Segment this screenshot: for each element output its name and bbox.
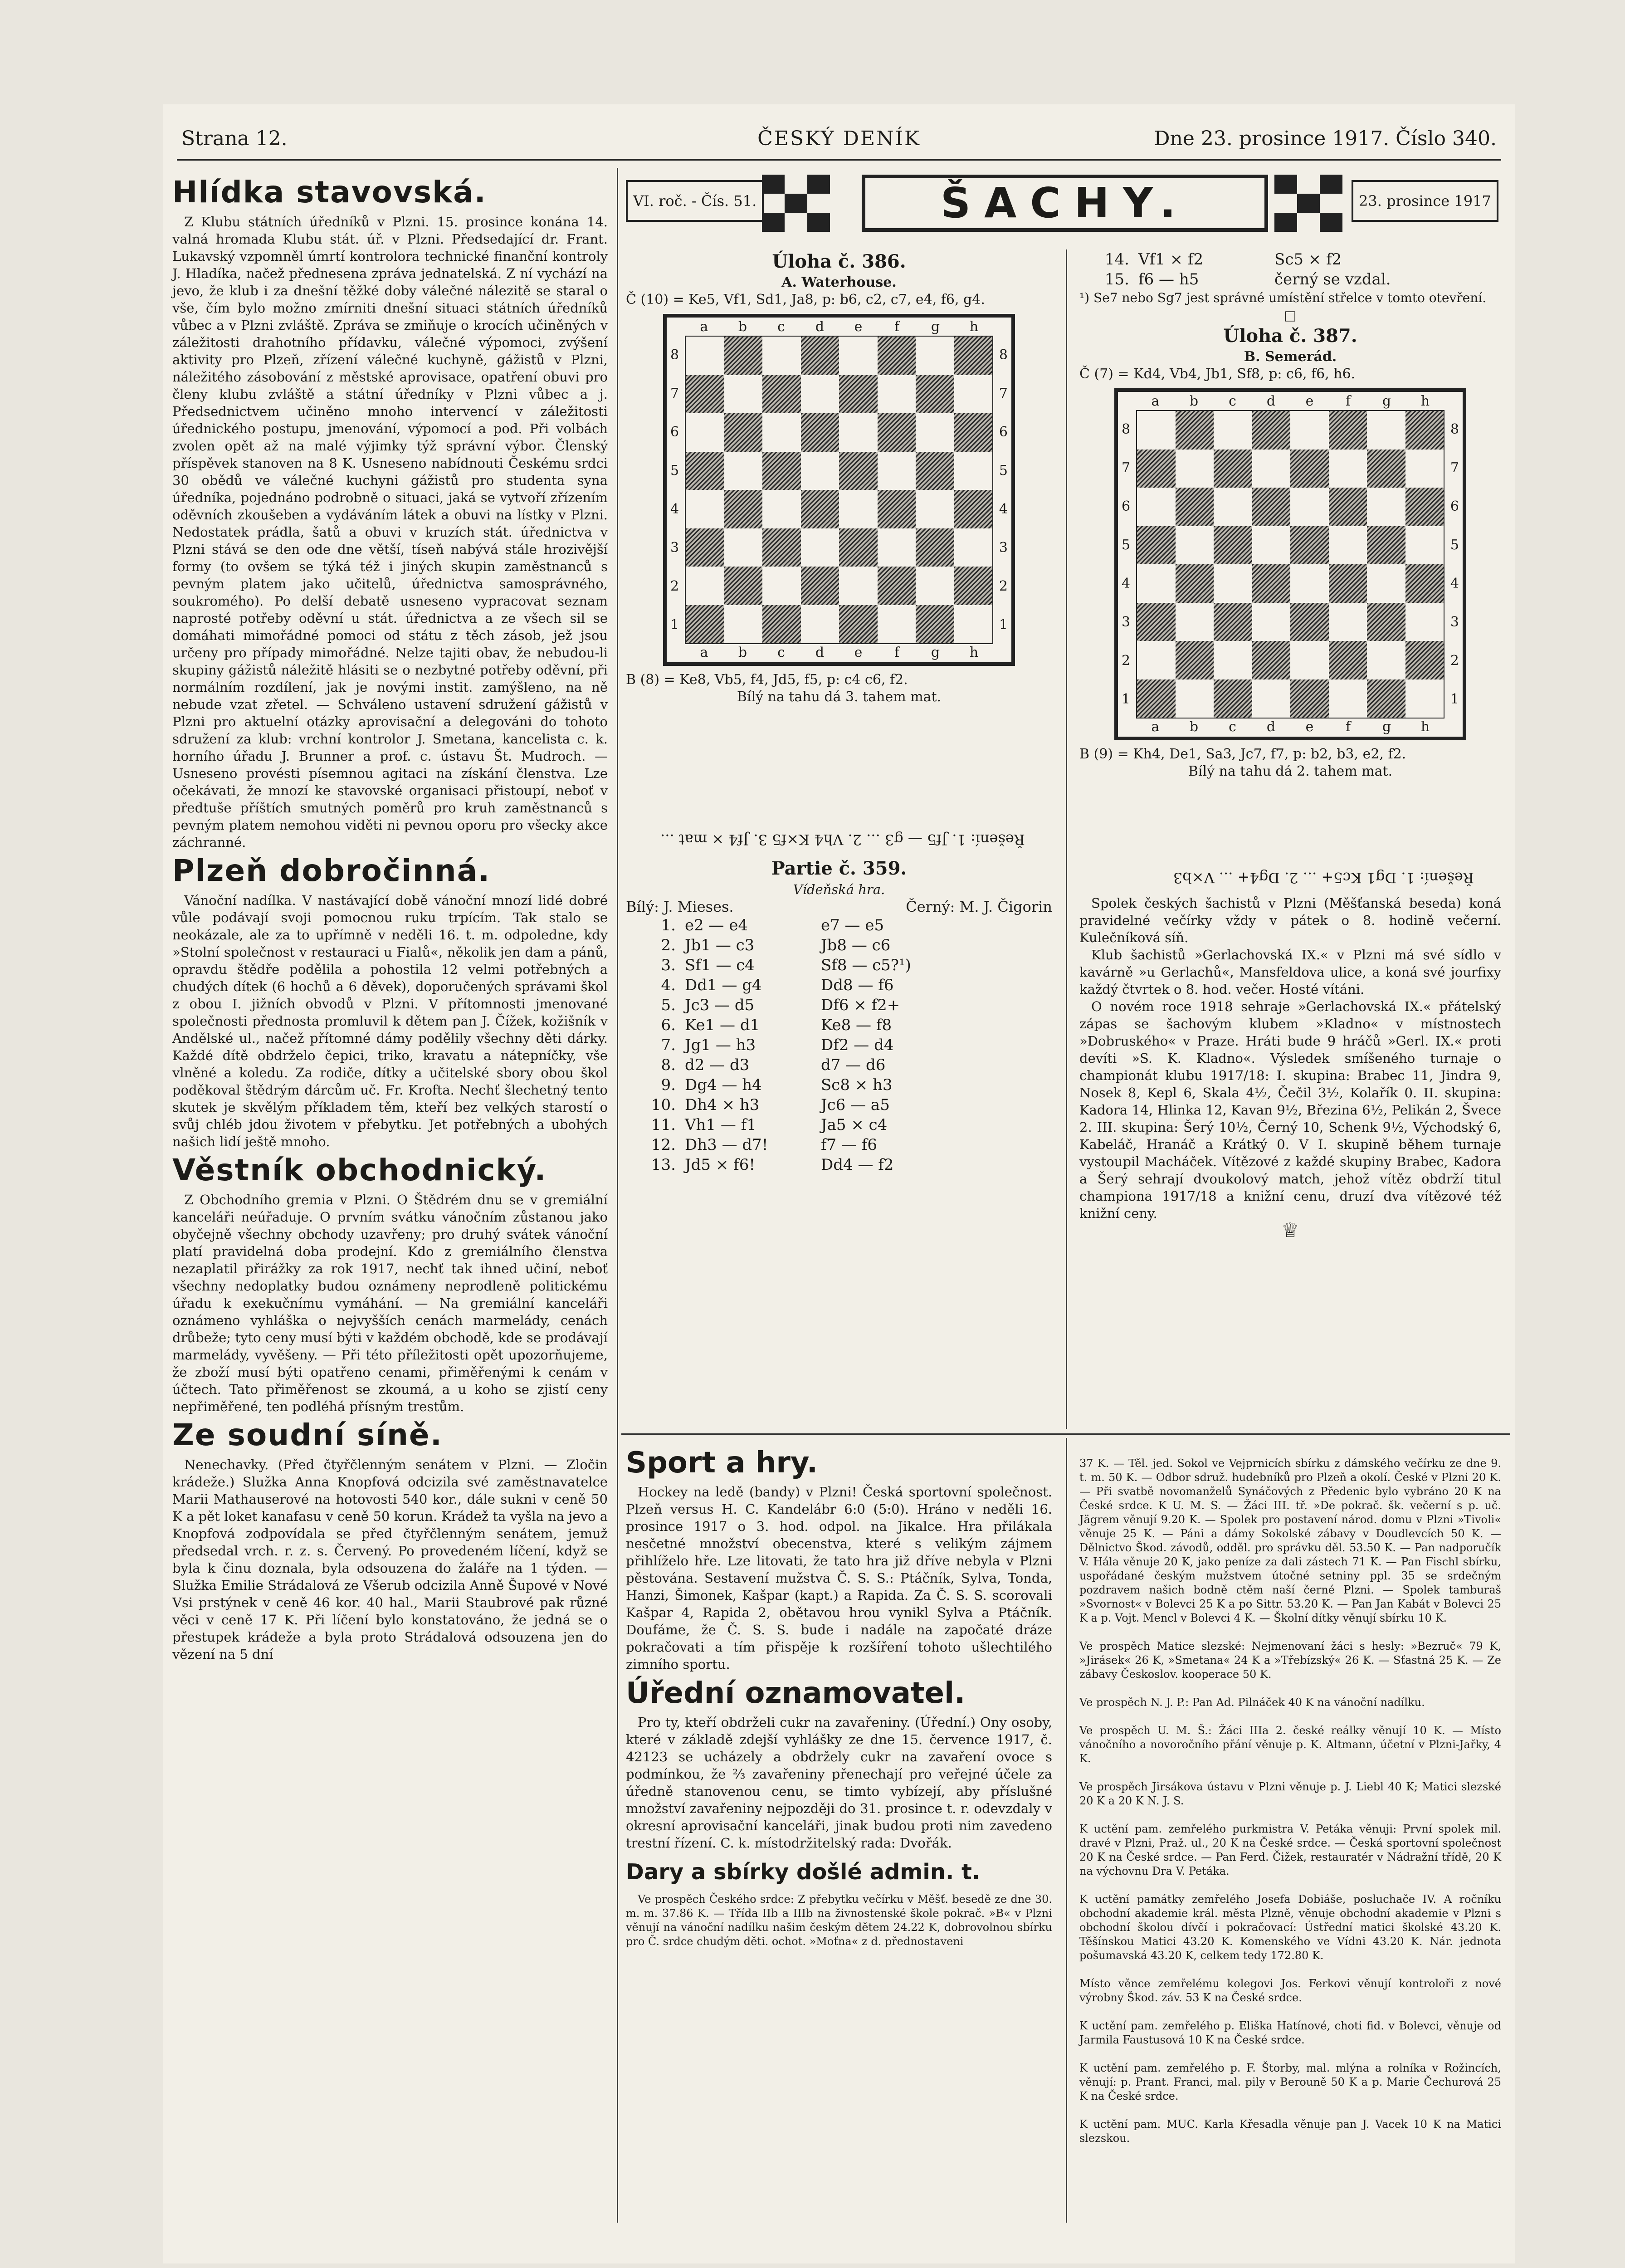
board-square — [1367, 450, 1405, 488]
board-square — [724, 567, 763, 605]
move-row — [1079, 249, 1501, 269]
move-w: Dd1 — g4 — [685, 976, 762, 994]
bottom-right-column — [1079, 1442, 1501, 2223]
section-heading-soud: Ze soudní síně. — [172, 1418, 443, 1452]
board-square — [1252, 564, 1291, 603]
move-n: 13. — [651, 1156, 676, 1174]
move-b: Ke8 — f8 — [821, 1016, 892, 1034]
problem-386-white-pieces: B (8) = Ke8, Vb5, f4, Jd5, f5, p: c4 c6, f2. — [626, 672, 908, 688]
board-rank-labels: 8 7 6 5 4 3 2 1 — [1450, 421, 1459, 707]
move-w: Sf1 — c4 — [685, 956, 755, 974]
board-square — [954, 375, 993, 414]
move-w: Jg1 — h3 — [685, 1036, 756, 1054]
board-square — [686, 452, 724, 490]
board-square — [762, 528, 801, 567]
board-square — [1176, 641, 1214, 679]
move-row — [626, 1035, 1052, 1055]
move-b: Jc6 — a5 — [821, 1096, 890, 1114]
move-n: 5. — [661, 996, 676, 1014]
board-square — [1367, 603, 1405, 641]
board-square — [839, 337, 878, 375]
article-cukr: Pro ty, kteří obdrželi cukr na zavařeniny. (Úřední.) Ony osoby, které v základě zdejší vyhlášky ze dne 15. července 1917, č. 42123 se ucházely a obdržely cukr na zavaření ovoce s podmínkou, že ⅔ zavařeniny přenechají pro veřejné účele za úředně stanovenou cenu, se timto vybízejí, aby příslušné množství zavařeniny nejpozději do 31. prosince t. r. odevzdaly v okresní aprovisační kanceláři, jinak budou proti nim zavedeno trestní řízení. C. k. místodržitelský rada: Dvořák. — [626, 1715, 1052, 1851]
board-square — [686, 337, 724, 375]
board-square — [1137, 641, 1176, 679]
game-359-moves — [626, 915, 1052, 1175]
board-square — [801, 375, 839, 414]
move-w: d2 — d3 — [685, 1056, 750, 1074]
board-square — [801, 413, 839, 452]
game-359-title: Partie č. 359. — [771, 858, 907, 879]
board-square — [1405, 564, 1444, 603]
board-square — [1176, 450, 1214, 488]
board-square — [1405, 603, 1444, 641]
board-square — [916, 567, 954, 605]
board-square — [916, 490, 954, 528]
move-n: 9. — [661, 1076, 676, 1094]
problem-387-author: B. Semerád. — [1244, 349, 1337, 365]
move-row — [626, 1095, 1052, 1115]
board-square — [839, 413, 878, 452]
section-heading-dary: Dary a sbírky došlé admin. t. — [626, 1859, 981, 1885]
issue-date: Dne 23. prosince 1917. Číslo 340. — [1154, 127, 1497, 150]
chess-column-a — [626, 249, 1052, 1429]
board-square — [762, 413, 801, 452]
board-square — [1329, 488, 1367, 526]
move-w: Vh1 — f1 — [685, 1116, 756, 1134]
board-square — [1290, 603, 1329, 641]
move-n: 12. — [651, 1136, 676, 1154]
section-heading-plzen: Plzeň dobročinná. — [172, 853, 491, 888]
board-square — [1329, 641, 1367, 679]
move-n: 8. — [661, 1056, 676, 1074]
board-square — [801, 490, 839, 528]
article-dary-list: 37 K. — Těl. jed. Sokol ve Vejprnicích sbírku z dámského večírku ze dne 9. t. m. 50 K. — Odbor sdruž. hudebníků pro Plzeň a okolí. České v Plzni 20 K. — Při svatbě novomanželů Synáčových z Předenic bylo vybráno 20 K na České srdce. K U. M. S. — Žáci III. tř. »De pokrač. šk. večerní s p. uč. Jägrem věnují 9.20 K. — Spolek pro postavení národ. domu v Plzni »Tivoli« věnuje 25 K. — Páni a dámy Sokolské zábavy v Doudlevcích 50 K. — Dělnictvo Škod. závodů, odděl. pro správku děl. 53.50 K. — Pan nadporučík V. Hála věnuje 20 K, jako peníze za dali zástech 71 K. — Pan Fischl sbírku, uspořádané českým mužstvem útočné setniny ppl. 35 se srdečným pozdravem našich bodně ctěm naší černé Plzni. — Spolek tamburaš »Svornost« v Bolevci 25 K a po Sittr. 53.20 K. — Pan Jan Kabát v Bolevci 25 K a p. Vojt. Mencl v Bolevci 4 K. — Školní dítky věnují sbírku 10 K. Ve prospěch Matice slezské: Nejmenovaní žáci s hesly: »Bezruč« 79 K, »Jirásek« 26 K, »Smetana« 24 K a »Třebízský« 26 K. — Sťastná 25 K. — Ze zábavy Českoslov. kooperace 50 K. Ve prospěch N. J. P.: Pan Ad. Pilnáček 40 K na vánoční nadílku. Ve prospěch U. M. Š.: Žáci IIIa 2. české reálky věnují 10 K. — Místo vánočního a novoročního přání věnuje p. K. Altmann, účetní v Plzni-Jařky, 4 K. Ve prospěch Jirsákova ústavu v Plzni věnuje p. J. Liebl 40 K; Matici slezské 20 K a 20 K N. J. S. K uctění pam. zemřelého purkmistra V. Petáka věnuji: První spolek mil. dravé v Plzni, Praž. ul., 20 K na České srdce. — Česká sportovní společnost 20 K na České srdce. — Pan Ferd. Čižek, restauratér v Nádražní třídě, 20 K na výchovnu Dra V. Petáka. K uctění památky zemřelého Josefa Dobiáše, posluchače IV. A ročníku obchodní akademie král. města Plzně, věnuje obchodní akademie v Plzni s obchodní školou dívčí i pokračovací: Ústřední matici školské 43.20 K. Těšínskou Matici 43.20 K. Komenského ve Vídni 43.20 K. Nár. jednota pošumavská 43.20 K, celkem tedy 172.80 K. Místo věnce zemřelému kolegovi Jos. Ferkovi věnují kontroloři z nové výrobny Škod. záv. 53 K na České srdce. K uctění pam. zemřelého p. Eliška Hatínové, choti fid. v Bolevci, věnuje od Jarmila Faustusová 10 K na České srdce. K uctění pam. zemřelého p. F. Štorby, mal. mlýna a rolníka v Rožincích, věnují: p. Prant. Franci, mal. pily v Berouně 50 K a p. Marie Čechurová 25 K na České srdce. K uctění pam. MUC. Karla Křesadla věnuje pan J. Vacek 10 K na Matici slezskou. — [1079, 1457, 1501, 2145]
chessboard-387 — [1114, 388, 1466, 740]
move-n: 1. — [661, 916, 676, 934]
chess-club-tournament: O novém roce 1918 sehraje »Gerlachovská IX.« přátelský zápas se šachovým klubem »Kladno« v místnostech »Dobruského« v Praze. Hráti bude 9 hráčů »Gerl. IX.« proti devíti »S. K. Kladno«. Výsledek smíšeného turnaje o championát klubu 1917/18: I. skupina: Brabec 11, Jindra 9, Nosek 8, Kepl 6, Skala 4½, Čečil 3½, Kolařík 0. II. skupina: Kadora 14, Hlinka 12, Kavan 9½, Březina 6½, Pelikán 2, Švece 2. III. skupina: Šerý 10½, Černý 10, Schenk 9½, Východský 6, Kabeláč, Hranáč a Krátký 0. V I. skupině během turnaje vystoupil Macháček. Vítězové z každé skupiny Brabec, Kadora a Šerý sehrají dvoukolový match, jehož vítěz obdrží titul championa 1917/18 a knižní cenu, druzí dva vítězové též knižní ceny. — [1079, 999, 1501, 1221]
board-square — [762, 337, 801, 375]
board-square — [954, 413, 993, 452]
bottom-divider — [1066, 1438, 1067, 2223]
board-square — [1405, 641, 1444, 679]
move-n: 4. — [661, 976, 676, 994]
board-square — [1252, 679, 1291, 718]
board-square — [1176, 411, 1214, 450]
board-square — [878, 337, 916, 375]
board-square — [1176, 564, 1214, 603]
checker-decoration-right — [1274, 175, 1342, 232]
move-b: Ja5 × c4 — [821, 1116, 888, 1134]
board-grid — [685, 336, 993, 644]
move-w: Dh3 — d7! — [685, 1136, 768, 1154]
move-w: Jd5 × f6! — [685, 1156, 756, 1174]
problem-386-black-pieces: Č (10) = Ke5, Vf1, Sd1, Ja8, p: b6, c2, c7, e4, f6, g4. — [626, 292, 985, 308]
board-square — [1252, 488, 1291, 526]
board-square — [916, 605, 954, 644]
board-square — [1176, 603, 1214, 641]
board-square — [1290, 488, 1329, 526]
board-square — [724, 337, 763, 375]
chess-banner: ŠACHY. — [862, 175, 1268, 232]
section-heading-sport: Sport a hry. — [626, 1446, 818, 1480]
problem-387-solution: Řešení: 1. Dg1 Kc5+ ... 2. Dg4+ ... V×b3 — [1173, 869, 1474, 886]
problem-386-solution: Řešení: 1. Jf5 — g3 ... 2. Vh4 K×f5 3. Jf4 × mat ... — [660, 831, 1025, 848]
move-row — [1079, 269, 1501, 289]
board-square — [1214, 641, 1252, 679]
section-heading-vestnik: Věstník obchodnický. — [172, 1153, 547, 1188]
board-square — [1329, 411, 1367, 450]
board-square — [724, 605, 763, 644]
board-square — [1137, 564, 1176, 603]
board-square — [1367, 641, 1405, 679]
crown-icon: ♕ — [1281, 1219, 1299, 1242]
checker-decoration-left — [762, 175, 830, 232]
board-square — [686, 375, 724, 414]
board-square — [878, 490, 916, 528]
board-square — [839, 567, 878, 605]
move-n: 10. — [651, 1096, 676, 1114]
move-row — [626, 975, 1052, 995]
chessboard-386 — [663, 314, 1015, 666]
move-n: 7. — [661, 1036, 676, 1054]
board-square — [954, 490, 993, 528]
board-square — [724, 452, 763, 490]
move-row — [626, 995, 1052, 1015]
board-square — [878, 452, 916, 490]
move-w: e2 — e4 — [685, 916, 748, 934]
board-square — [1405, 679, 1444, 718]
move-row — [626, 1155, 1052, 1175]
left-column — [172, 172, 608, 2223]
board-square — [916, 375, 954, 414]
board-square — [878, 605, 916, 644]
board-square — [954, 567, 993, 605]
board-square — [1290, 411, 1329, 450]
board-square — [1290, 679, 1329, 718]
board-square — [1137, 450, 1176, 488]
board-square — [686, 605, 724, 644]
board-square — [1405, 411, 1444, 450]
bottom-middle-column — [626, 1442, 1052, 2223]
article-hockey: Hockey na ledě (bandy) v Plzni! Česká sportovní společnost. Plzeň versus H. C. Kandelábr 6:0 (5:0). Hráno v neděli 16. prosince 1917 o 3. hod. odpol. na Jikalce. Hra přilákala nesčetné množství obecenstva, které s velikým zájmem přihlíželo hře. Lze litovati, že tato hra již dříve nebyla v Plzni pěstována. Sestavení mužstva Č. S. S.: Ptáčník, Sylva, Tonda, Hanzi, Šimonek, Kašpar (kapt.) a Rapida. Za Č. S. S. scorovali Kašpar 4, Rapida 2, obětavou hrou vynikl Sylva a Ptáčník. Doufáme, že Č. S. S. bude i nadále na započaté dráze pokračovati a tím přispěje k rozšíření tohoto ušlechtilého zimního sportu. — [626, 1484, 1052, 1672]
board-square — [1214, 411, 1252, 450]
board-square — [1137, 679, 1176, 718]
board-square — [724, 490, 763, 528]
board-square — [1329, 679, 1367, 718]
board-square — [762, 490, 801, 528]
chess-divider — [1066, 249, 1067, 1429]
move-n: 3. — [661, 956, 676, 974]
section-divider — [621, 1433, 1510, 1435]
column-divider — [617, 168, 618, 2223]
problem-386-title: Úloha č. 386. — [772, 251, 906, 272]
board-square — [878, 413, 916, 452]
board-square — [1252, 526, 1291, 565]
board-square — [1252, 411, 1291, 450]
paper-title: ČESKÝ DENÍK — [757, 127, 921, 150]
board-square — [1214, 679, 1252, 718]
page-number: Strana 12. — [181, 127, 288, 150]
chess-club-spolek: Spolek českých šachistů v Plzni (Měšťanská beseda) koná pravidelné večírky vždy v pátek o 8. hodině večerní. Kulečníková síň. — [1079, 895, 1501, 945]
move-w: Jc3 — d5 — [685, 996, 755, 1014]
board-square — [1290, 450, 1329, 488]
move-b: Df2 — d4 — [821, 1036, 894, 1054]
board-square — [762, 452, 801, 490]
move-w: Ke1 — d1 — [685, 1016, 760, 1034]
game-359-moves-continued — [1079, 249, 1501, 289]
board-square — [1214, 488, 1252, 526]
board-square — [1367, 488, 1405, 526]
running-header — [181, 127, 1497, 163]
board-square — [1290, 641, 1329, 679]
game-359-opening: Vídeňská hra. — [793, 882, 885, 897]
board-square — [1405, 450, 1444, 488]
move-b: Jb8 — c6 — [821, 936, 891, 954]
move-b: Sf8 — c5?¹) — [821, 956, 911, 974]
board-square — [724, 375, 763, 414]
move-b: e7 — e5 — [821, 916, 884, 934]
board-rank-labels: 8 7 6 5 4 3 2 1 — [999, 347, 1008, 633]
board-square — [686, 413, 724, 452]
board-square — [878, 567, 916, 605]
board-square — [801, 567, 839, 605]
move-w: Vf1 × f2 — [1138, 250, 1204, 269]
board-square — [878, 528, 916, 567]
problem-387-stipulation: Bílý na tahu dá 2. tahem mat. — [1188, 763, 1393, 779]
move-w: Jb1 — c3 — [685, 936, 755, 954]
move-w: Dh4 × h3 — [685, 1096, 760, 1114]
article-vanocni-nadilka: Vánoční nadílka. V nastávající době vánoční mnozí lidé dobré vůle podávají svoji pomocnou ruku trpícím. Tak stalo se neokázale, ale za to upřímně v neděli 16. t. m. odpoledne, kdy »Stolní společnost v restauraci u Fialů«, několik jen dam a pánů, opravdu štědře podělila a pohostila 12 velmi potřebných a chudých dítek (6 hochů a 6 děvek), doporučených správami škol z obou I. jižních obvodů v Plzni. V přítomnosti jmenované společnosti přednosta promluvil k dětem pan J. Čížek, kožišník v Andělské ul., načež přítomné dámy podělily všechny děti dárky. Každé dítě obdrželo čepici, triko, kravatu a nátepníčky, vše vlněné a koledu. Za rodiče, dítky a učitelské sbory obou škol poděkoval štědrým dárcům uč. Fr. Krofta. Nechť šlechetný tento skutek je skvělým příkladem těm, kteří bez velkých starostí o svůj chléb jdou životem v přebytku. Jet potřebných a ubohých našich lidí ještě mnoho. — [172, 893, 608, 1149]
board-square — [1405, 488, 1444, 526]
move-n: 14. — [1104, 250, 1129, 269]
article-klub-statnich-uredniku: Z Klubu státních úředníků v Plzni. 15. prosince konána 14. valná hromada Klubu stát. úř. v Plzni. Předsedající dr. Frant. Lukavský vzpomněl úmrtí kontrolora technické finanční kontroly J. Hladíka, načež přednesena zpráva jednatelská. Z ní vychází na jevo, že klub i za dnešní těžké doby válečné nálezitě se staral o vše, čím bylo možno zmírniti dnešní situaci státních úředníků vůbec a v Plzni zvláště. Zpráva se zmiňuje o krocích učiněných v záležitosti drahotního přídavku, válečné výpomoci, zvýšení aktivity pro Plzeň, zřízení válečné kuchyně, gážistů v Plzni, náležitého zásobování z městské aprovisace, opatření obuvi pro členy klubu zvláště a státní úředníky v Plzni vůbec a j. Předsednictvem učiněno mnoho intervencí v záležitosti úřednického postupu, jmenování, výpomocí a pod. Při volbách zvolen opět až na malé výjimky týž správní výbor. Členský příspěvek stanoven na 8 K. Usneseno nabídnouti Českému srdci 30 obědů ve válečné kuchyni gážistů pro studenta syna úředníka, pojednáno podrobně o situaci, jaká se vytvoří zřízením oděvních zkoušeben a vydáváním látek a obuvi na lístky v Plzni. Nedostatek prádla, šatů a obuvi v kruzích stát. úřednictva v Plzni stává se den ode dne větší, tíseň nabývá stále hrozivější formy (to ovšem se týká též i jiných skupin zaměstnanců s pevným platem jako učitelů, úřednictva samosprávného, soukromého). Po delší debatě usneseno vypracovat seznam naprosté potřeby oděvní u stát. úřednictva a ze všech sil se domáhati mimořádné pomoci od státu z těch zásob, jež jsou určeny pro případy mimořádné. Nelze tajiti obav, že nebudou-li skupiny gážistů náležitě hlásiti se o nezbytné potřeby oděvní, při normálním rozdílení, jak je novými instit. zamýšleno, na ně nebude vzat zřetel. — Schváleno ustavení sdružení gážistů v Plzni pro aktuelní otázky aprovisační a delegováni do tohoto sdružení za klub: vrchní kontrolor J. Smetana, kancelista c. k. horního úřadu J. Brunner a prof. c. ústavu Št. Mudroch. — Usneseno provésti písemnou agitaci na získání členstva. Lze očekávati, že mnozí ke stavovské organisaci přistoupí, neboť v předtuše příštích smutných poměrů pro kruh zaměstnanců s pevným platem nemohou viděti ni pevnou oporu pro všecky akce záchranné. — [172, 214, 608, 850]
board-square — [762, 567, 801, 605]
board-square — [801, 452, 839, 490]
board-square — [801, 605, 839, 644]
board-file-labels: a b c d e f g h — [700, 645, 979, 660]
board-square — [724, 528, 763, 567]
board-square — [1137, 603, 1176, 641]
newspaper-page — [163, 104, 1515, 2263]
board-square — [839, 528, 878, 567]
board-square — [1137, 411, 1176, 450]
board-square — [1329, 526, 1367, 565]
board-square — [1252, 641, 1291, 679]
move-row — [626, 1115, 1052, 1135]
move-b: černý se vzdal. — [1274, 270, 1391, 288]
board-square — [1405, 526, 1444, 565]
move-n: 11. — [651, 1116, 676, 1134]
section-heading-hlidka: Hlídka stavovská. — [172, 175, 487, 210]
board-square — [878, 375, 916, 414]
board-square — [1329, 450, 1367, 488]
move-b: Sc5 × f2 — [1274, 250, 1342, 269]
board-square — [916, 337, 954, 375]
problem-387-black-pieces: Č (7) = Kd4, Vb4, Jb1, Sf8, p: c6, f6, h6. — [1079, 366, 1356, 382]
board-grid — [1136, 410, 1444, 719]
board-square — [1290, 564, 1329, 603]
board-square — [801, 337, 839, 375]
board-square — [686, 528, 724, 567]
move-row — [626, 915, 1052, 935]
board-square — [916, 413, 954, 452]
board-square — [1214, 526, 1252, 565]
chess-club-gerlachovska: Klub šachistů »Gerlachovská IX.« v Plzni má své sídlo v kavárně »u Gerlachů«, Mansfeldova ulice, a koná své jourfixy každý čtvrtek o 8. hod. večer. Hosté vítáni. — [1079, 947, 1501, 997]
move-row — [626, 955, 1052, 975]
header-rule — [177, 159, 1501, 161]
volume-tag: VI. roč. - Čís. 51. — [626, 180, 764, 222]
problem-386-stipulation: Bílý na tahu dá 3. tahem mat. — [737, 689, 942, 705]
board-square — [1176, 679, 1214, 718]
move-b: f7 — f6 — [821, 1136, 878, 1154]
problem-387-title: Úloha č. 387. — [1223, 325, 1357, 347]
chess-section-header — [626, 170, 1506, 229]
board-file-labels: a b c d e f g h — [700, 319, 979, 335]
board-square — [686, 567, 724, 605]
move-row — [626, 1055, 1052, 1075]
move-n: 2. — [661, 936, 676, 954]
board-square — [839, 375, 878, 414]
board-square — [762, 605, 801, 644]
board-square — [916, 452, 954, 490]
move-b: Df6 × f2+ — [821, 996, 900, 1014]
board-square — [686, 490, 724, 528]
board-square — [839, 605, 878, 644]
move-n: 15. — [1104, 270, 1129, 288]
white-player: Bílý: J. Mieses. — [626, 898, 734, 915]
article-nenechavky: Nenechavky. (Před čtyřčlenným senátem v Plzni. — Zločin krádeže.) Služka Anna Knopfová odcizila své zaměstnavatelce Marii Mathauserové na hotovosti 540 kor., dále sukni v ceně 50 K a pět loket kanafasu v ceně 50 korun. Krádež ta vyšla na jevo a Knopfová zodpovídala se před čtyřčlenným senátem, jemuž předsedal vrch. r. z. s. Červený. Po provedeném líčení, když se byla k činu doznala, byla odsouzena do žaláře na 1 týden. — Služka Emilie Strádalová ze Všerub odcizila Anně Šupové v Nové Vsi prstýnek v ceně 46 kor. 40 hal., Marii Staubrové pak různé věci v ceně 17 K. Při líčení bylo konstatováno, že jedná se o přestupek krádeže a byla proto Strádalová odsouzena jen do vězení na 5 dní — [172, 1457, 608, 1662]
board-square — [1137, 526, 1176, 565]
board-square — [1367, 564, 1405, 603]
board-square — [1214, 603, 1252, 641]
separator-square-icon: □ — [1284, 308, 1297, 323]
article-obchodni-gremium: Z Obchodního gremia v Plzni. O Štědrém dnu se v gremiální kanceláři neúřaduje. O prvním svátku vánočním zůstanou jako obyčejně všechny obchody uzavřeny; pro druhý svátek vánoční platí pravidelná doba prodejní. Kdo z gremiálního členstva nezaplatil přirážky za rok 1917, nechť tak ihned učiní, neboť všechny nedoplatky budou oznámeny neprodleně politickému úřadu k exekučnímu vymáhání. — Na gremiální kanceláři oznámeno vyhláška o nejvyšších cenách marmelády, cenách drůbeže; tyto ceny musí býti v každém obchodě, kde se prodávají marmelády, vyvěšeny. — Při této příležitosti opět upozorňujeme, že zboží musí býti opatřeno cenami, přiměřenými k cenám v účtech. Tato přiměřenost se zkoumá, a u koho se zjistí ceny nepřiměřené, ten podléhá přísným trestům. — [172, 1192, 608, 1414]
board-square — [1367, 526, 1405, 565]
board-square — [954, 452, 993, 490]
move-b: Dd8 — f6 — [821, 976, 894, 994]
board-square — [1329, 603, 1367, 641]
board-square — [839, 490, 878, 528]
board-square — [1367, 411, 1405, 450]
move-b: Sc8 × h3 — [821, 1076, 893, 1094]
move-w: f6 — h5 — [1138, 270, 1199, 288]
move-w: Dg4 — h4 — [685, 1076, 762, 1094]
game-359-footnote: ¹) Se7 nebo Sg7 jest správné umístění střelce v tomto otevření. — [1079, 290, 1487, 305]
board-square — [801, 528, 839, 567]
board-square — [1214, 564, 1252, 603]
board-rank-labels: 8 7 6 5 4 3 2 1 — [670, 347, 679, 633]
board-square — [1290, 526, 1329, 565]
move-row — [626, 1015, 1052, 1035]
board-file-labels: a b c d e f g h — [1151, 393, 1430, 409]
move-row — [626, 935, 1052, 955]
board-square — [1176, 488, 1214, 526]
board-square — [1367, 679, 1405, 718]
move-row — [626, 1135, 1052, 1155]
board-square — [916, 528, 954, 567]
board-square — [724, 413, 763, 452]
board-square — [1214, 450, 1252, 488]
move-b: d7 — d6 — [821, 1056, 886, 1074]
board-square — [1329, 564, 1367, 603]
board-square — [1137, 488, 1176, 526]
board-square — [954, 337, 993, 375]
board-rank-labels: 8 7 6 5 4 3 2 1 — [1122, 421, 1131, 707]
board-square — [1252, 450, 1291, 488]
board-square — [1252, 603, 1291, 641]
article-dary-intro: Ve prospěch Českého srdce: Z přebytku večírku v Měšť. besedě ze dne 30. m. m. 37.86 K. — Třída IIb a IIIb na živnostenské škole pokrač. »B« v Plzni věnují na vánoční nadílku našim českým dětem 24.22 K, dobrovolnou sbírku pro Č. srdce chudým děti. ochot. »Moťna« z d. přednostaveni — [626, 1893, 1052, 1948]
board-square — [954, 605, 993, 644]
problem-386-author: A. Waterhouse. — [781, 274, 897, 290]
board-square — [762, 375, 801, 414]
board-square — [954, 528, 993, 567]
section-heading-urad: Úřední oznamovatel. — [626, 1677, 966, 1710]
board-file-labels: a b c d e f g h — [1151, 719, 1430, 735]
game-359-players — [626, 898, 1052, 915]
board-square — [839, 452, 878, 490]
board-square — [1176, 526, 1214, 565]
move-b: Dd4 — f2 — [821, 1156, 894, 1174]
problem-387-white-pieces: B (9) = Kh4, De1, Sa3, Jc7, f7, p: b2, b3, e2, f2. — [1079, 746, 1406, 762]
chess-column-b — [1079, 249, 1501, 1429]
move-n: 6. — [661, 1016, 676, 1034]
black-player: Černý: M. J. Čigorin — [906, 898, 1052, 915]
date-tag: 23. prosince 1917 — [1352, 180, 1498, 222]
move-row — [626, 1075, 1052, 1095]
